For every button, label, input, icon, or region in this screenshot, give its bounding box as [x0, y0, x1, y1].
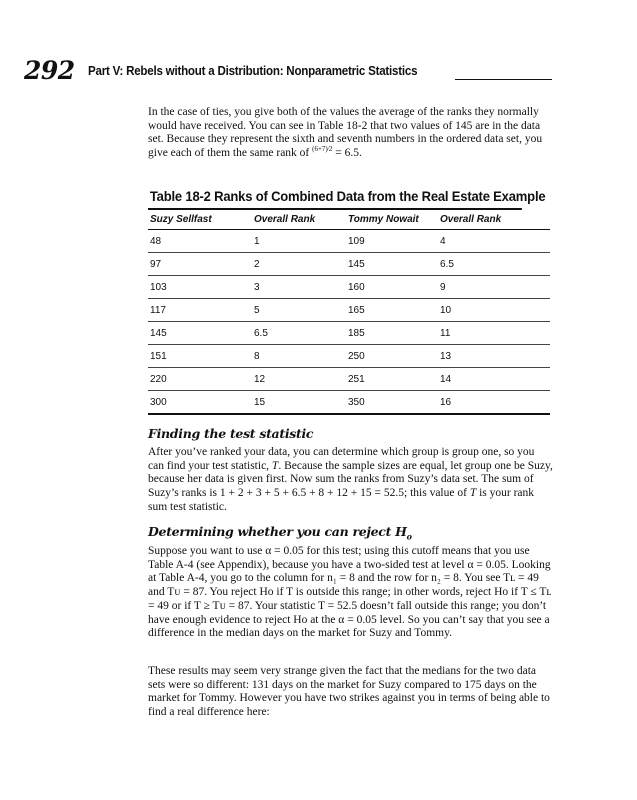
table-cell: 6.5: [440, 258, 454, 270]
table-cell: 2: [254, 258, 260, 270]
section-heading-reject: [148, 524, 412, 542]
table-cell: 8: [254, 350, 260, 362]
header-rule: [455, 79, 552, 80]
table-cell: 3: [254, 281, 260, 293]
col-header: Overall Rank: [254, 214, 316, 225]
table-cell: 350: [348, 396, 365, 408]
table-cell: 16: [440, 396, 452, 408]
table-cell: 250: [348, 350, 365, 362]
page-header: [24, 56, 554, 86]
text: After you’ve ranked your data, you can determine which group is group one, so you can find your test statistic,: [148, 446, 535, 472]
table-cell: 14: [440, 373, 452, 385]
page-number: 292: [24, 56, 75, 85]
running-head: Part V: Rebels without a Distribution: Nonparametric Statistics: [88, 64, 418, 78]
table-cell: 300: [150, 396, 167, 408]
table-cell: 220: [150, 373, 167, 385]
heading-text: Determining whether you can reject H: [148, 524, 407, 539]
table-row: [148, 368, 550, 391]
reject-paragraph: [148, 545, 553, 641]
col-header: Overall Rank: [440, 214, 502, 225]
reject-text: Suppose you want to use α = 0.05 for this test; using this cutoff means that you use Table A-4 (see Appendix), because you have a two-sided test at level α = 0.05. Looking at Table A-4, you go to the column for n₁ = 8 and the row for n₂ = 8. You see Tʟ = 49 and Tᴜ = 87. You reject Ho if T is outside this range; in other words, reject Ho if T ≤ Tʟ = 49 or if T ≥ Tᴜ = 87. Your statistic T = 52.5 doesn’t fall outside this range; you don’t have enough evidence to reject Ho at the α = 0.05 level. So you can’t say that you see a difference in the median days on the market for Suzy and Tommy.: [148, 545, 552, 640]
table-row: [148, 230, 550, 253]
table-cell: 6.5: [254, 327, 268, 339]
table-title: Table 18-2 Ranks of Combined Data from the Real Estate Example: [148, 186, 522, 210]
table-row: [148, 345, 550, 368]
table-cell: 97: [150, 258, 162, 270]
table-cell: 48: [150, 235, 162, 247]
table-cell: 145: [150, 327, 167, 339]
table-row: [148, 322, 550, 345]
fraction: (6+7)⁄2: [312, 145, 333, 154]
table-cell: 165: [348, 304, 365, 316]
table-cell: 1: [254, 235, 260, 247]
table-cell: 12: [254, 373, 266, 385]
table-cell: 15: [254, 396, 266, 408]
variable-T: T: [271, 459, 279, 472]
table-cell: 109: [348, 235, 365, 247]
test-statistic-paragraph: [148, 446, 553, 515]
table-cell: 145: [348, 258, 365, 270]
table-row: [148, 299, 550, 322]
table-cell: 117: [150, 304, 166, 316]
table-cell: 10: [440, 304, 452, 316]
closing-text: These results may seem very strange given the fact that the medians for the two data sets were so different: 131 days on the market for Suzy compared to 175 days on the market for Tommy. However you have two strikes against you in terms of being able to find a real difference here:: [148, 665, 550, 719]
intro-text: In the case of ties, you give both of the values the average of the ranks they normally would have received. You can see in Table 18-2 that two values of 145 are in the data set. Because they represent the sixth and seventh numbers in the ordered data set, you give each of them the same rank of: [148, 106, 543, 160]
table-cell: 103: [150, 281, 167, 293]
col-header: Tommy Nowait: [348, 214, 419, 225]
table-row: [148, 391, 550, 415]
table-cell: 160: [348, 281, 365, 293]
section-heading-test-statistic: Finding the test statistic: [148, 426, 314, 441]
variable-T: T: [469, 487, 477, 500]
text: is your rank sum test statistic.: [148, 487, 535, 513]
table-cell: 151: [150, 350, 167, 362]
table-header-row: [148, 210, 550, 230]
closing-paragraph: [148, 665, 553, 720]
table-cell: 9: [440, 281, 446, 293]
table-row: [148, 253, 550, 276]
table-cell: 251: [348, 373, 365, 385]
intro-paragraph: [148, 106, 553, 161]
ranks-table: [148, 186, 550, 415]
heading-subscript: o: [406, 531, 412, 542]
intro-result: = 6.5.: [332, 147, 362, 160]
text: . Because the sample sizes are equal, let group one be Suzy, because her data is given first. Now sum the ranks from Suzy’s data set. The sum of Suzy’s ranks is 1 + 2 + 3 + 5 + 6.5 + 8 + 12 + 15 = 52.5; this value of: [148, 459, 553, 500]
table-row: [148, 276, 550, 299]
table-cell: 5: [254, 304, 260, 316]
table-cell: 4: [440, 235, 446, 247]
table-cell: 11: [440, 327, 451, 339]
col-header: Suzy Sellfast: [150, 214, 212, 225]
table-cell: 185: [348, 327, 365, 339]
table-cell: 13: [440, 350, 452, 362]
